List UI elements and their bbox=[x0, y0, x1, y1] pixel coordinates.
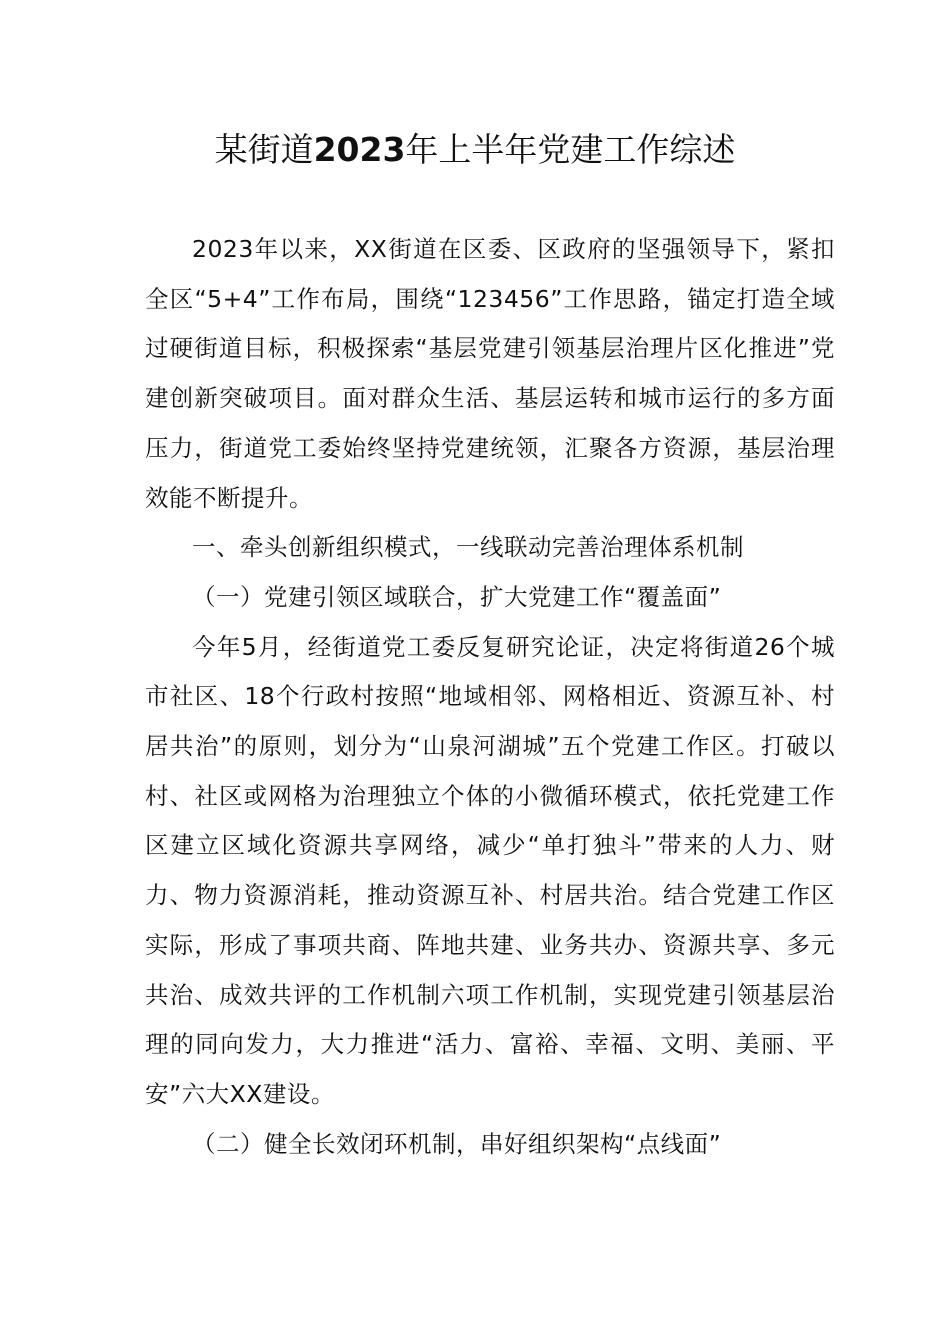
subsection-heading-2: （二）健全长效闭环机制，串好组织架构“点线面” bbox=[192, 1129, 722, 1158]
document-body bbox=[145, 225, 835, 1169]
document-title bbox=[0, 126, 950, 174]
body-paragraph-1: 今年5月，经街道党工委反复研究论证，决定将街道26个城市社区、18个行政村按照“地域相邻、网格相近、资源互补、村居共治”的原则，划分为“山泉河湖城”五个党建工作区。打破以村、社区或网格为治理独立个体的小微循环模式，依托党建工作区建立区域化资源共享网络，减少“单打独斗”带来的人力、财力、物力资源消耗，推动资源互补、村居共治。结合党建工作区实际，形成了事项共商、阵地共建、业务共办、资源共享、多元共治、成效共评的工作机制六项工作机制，实现党建引领基层治理的同向发力，大力推进“活力、富裕、幸福、文明、美丽、平安”六大XX建设。 bbox=[145, 632, 835, 1108]
section-heading-1: 一、牵头创新组织模式，一线联动完善治理体系机制 bbox=[192, 533, 744, 562]
title-prefix: 某街道 bbox=[214, 130, 314, 169]
title-suffix: 年上半年党建工作综述 bbox=[405, 130, 736, 169]
intro-paragraph: 2023年以来，XX街道在区委、区政府的坚强领导下，紧扣全区“5+4”工作布局，围绕“123456”工作思路，锚定打造全域过硬街道目标，积极探索“基层党建引领基层治理片区化推进”党建创新突破项目。面对群众生活、基层运转和城市运行的多方面压力，街道党工委始终坚持党建统领，汇聚各方资源，基层治理效能不断提升。 bbox=[145, 235, 835, 512]
title-year: 2023 bbox=[313, 130, 406, 169]
subsection-heading-1: （一）党建引领区域联合，扩大党建工作“覆盖面” bbox=[192, 582, 722, 611]
